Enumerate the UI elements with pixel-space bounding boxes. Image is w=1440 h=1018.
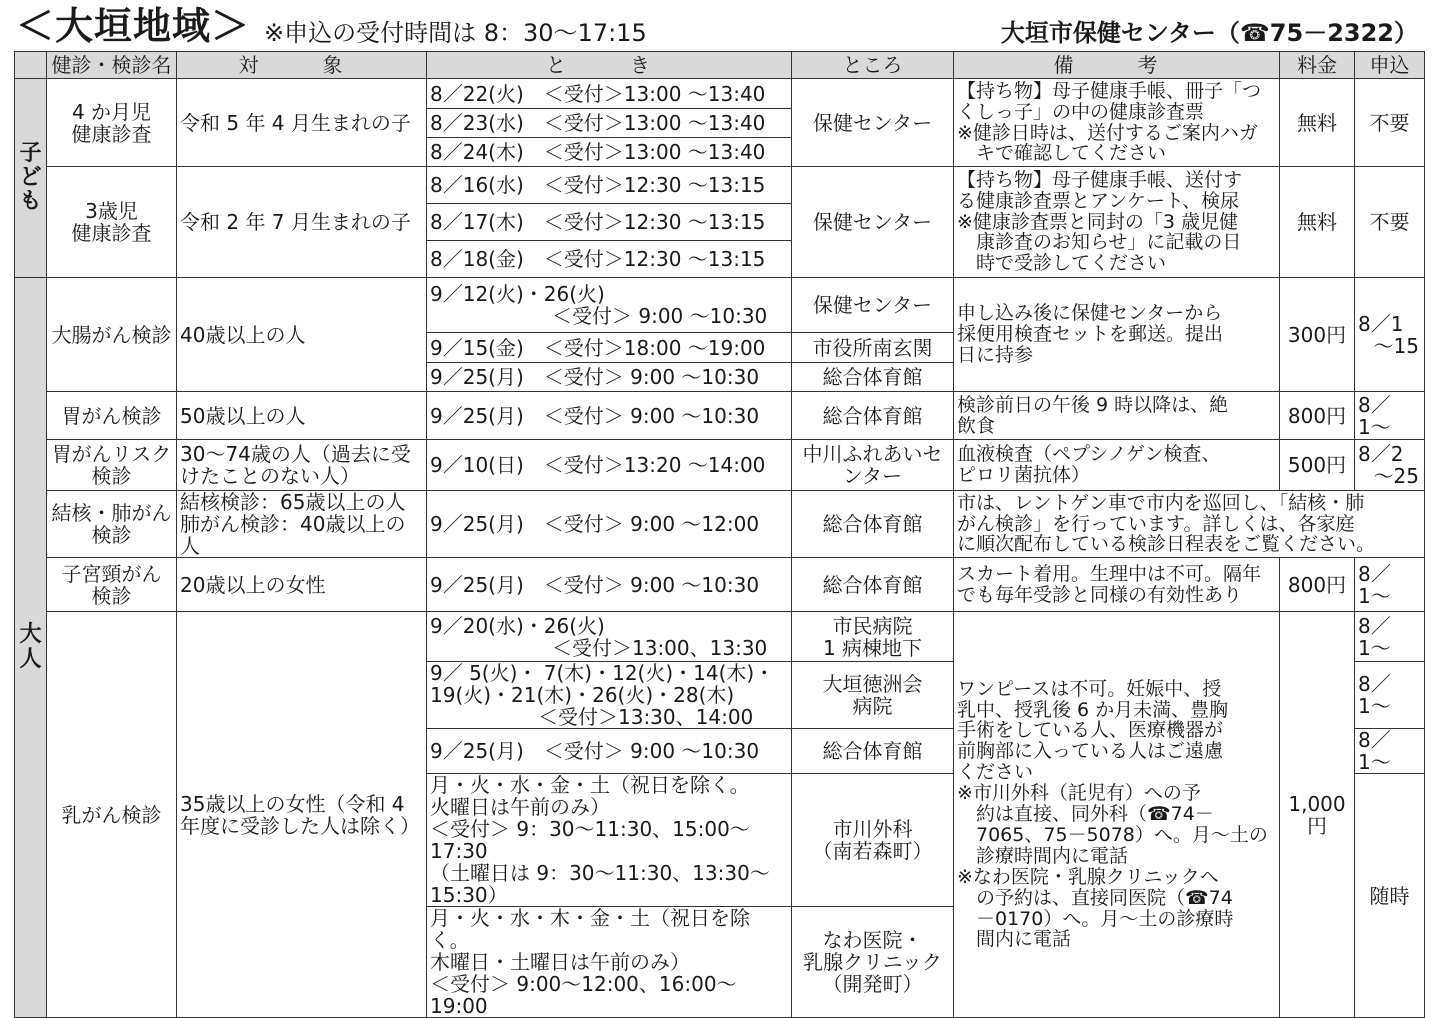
date-line: ＜受付＞13:00、13:30 (552, 635, 768, 660)
exam-fee: 500円 (1280, 440, 1355, 491)
exam-name-line: 検診 (91, 583, 132, 608)
exam-place: 市役所南玄関 (792, 333, 954, 363)
date-line: 9／12(火)・26(火) (430, 282, 605, 306)
note-line: 申し込み後に保健センターから (957, 302, 1223, 325)
exam-place (792, 774, 954, 907)
exam-fee: 無料 (1280, 79, 1355, 167)
table-header-row (15, 52, 1425, 79)
exam-name: 大腸がん検診 (47, 278, 177, 392)
exam-note (954, 167, 1280, 278)
note-line: 手術をしている人、医療機器が (957, 719, 1224, 742)
exam-date: 8／23(水) ＜受付＞13:00 〜13:40 (427, 109, 792, 138)
place-line: なわ医院・ (822, 928, 923, 952)
exam-date: 9／25(月) ＜受付＞ 9:00 〜10:30 (427, 729, 792, 774)
note-line: ※健康診査票と同封の「3 歳児健 (957, 210, 1239, 233)
note-line: －0170）へ。月〜土の診療時 (957, 907, 1234, 930)
group-label-adult (15, 278, 47, 1018)
date-line: 火曜日は午前のみ） (430, 795, 610, 819)
exam-note (954, 558, 1280, 612)
exam-note (954, 491, 1425, 558)
note-line: でも毎年受診と同様の有効性あり (957, 583, 1243, 606)
exam-target: 20歳以上の女性 (177, 558, 427, 612)
date-line: （土曜日は 9：30〜11:30、13:30〜15:30） (430, 861, 770, 907)
note-line: の予約は、直接同医院（☎74 (957, 886, 1233, 909)
exam-name-line: 健康診査 (71, 221, 152, 245)
apply-line: 〜25 (1373, 464, 1419, 488)
note-line: 時で受診してください (957, 252, 1167, 275)
table-row (15, 392, 1425, 440)
exam-name: 胃がん検診 (47, 392, 177, 440)
note-line: る健康診査票とアンケート、検尿 (957, 189, 1240, 212)
exam-name (47, 167, 177, 278)
note-line: キで確認してください (957, 142, 1167, 165)
exam-note (954, 392, 1280, 440)
exam-apply: 8／1〜 (1355, 558, 1425, 612)
exam-apply (1355, 440, 1425, 491)
date-line: 19:00 (430, 994, 488, 1018)
apply-line: 8／1 (1358, 311, 1404, 336)
exam-date: 9／25(月) ＜受付＞ 9:00 〜10:30 (427, 558, 792, 612)
exam-name-line: 3歳児 (85, 199, 138, 223)
note-line: に順次配布している検診日程表をご覧ください。 (957, 533, 1376, 556)
exam-date (427, 662, 792, 729)
exam-name (47, 558, 177, 612)
date-line: ＜受付＞ 9：30〜11:30、15:00〜17:30 (430, 817, 750, 863)
exam-date (427, 774, 792, 907)
table-row (15, 440, 1425, 491)
exam-name-line: 検診 (91, 523, 132, 547)
header-exam-name: 健診・検診名 (47, 52, 177, 79)
target-line: 30〜74歳の人（過去に受 (180, 442, 411, 466)
place-line: （南若森町） (812, 839, 933, 863)
exam-target (177, 612, 427, 1018)
place-line: ンター (842, 464, 903, 488)
group-char: 人 (19, 646, 42, 672)
note-line: 採便用検査セットを郵送。提出 (957, 323, 1224, 346)
table-row (15, 167, 1425, 204)
exam-date: 9／25(月) ＜受付＞ 9:00 〜12:00 (427, 491, 792, 558)
place-line: 中川ふれあいセ (802, 442, 943, 466)
place-line: 1 病棟地下 (822, 635, 923, 660)
exam-name-line: 4 か月児 (71, 99, 152, 124)
exam-apply: 不要 (1355, 79, 1425, 167)
table-row (15, 558, 1425, 612)
exam-apply (1355, 278, 1425, 392)
exam-note (954, 440, 1280, 491)
exam-place (792, 907, 954, 1018)
exam-place (792, 612, 954, 662)
exam-date: 8／22(火) ＜受付＞13:00 〜13:40 (427, 79, 792, 109)
note-line: くしっ子」の中の健康診査票 (957, 100, 1205, 123)
page-header (14, 4, 1426, 52)
exam-name-line: 子宮頸がん (61, 561, 162, 586)
header-target: 対 象 (177, 52, 427, 79)
exam-note (954, 278, 1280, 392)
health-center-contact: 大垣市保健センター（☎75－2322） (1000, 19, 1418, 47)
note-line: 間内に電話 (957, 928, 1072, 951)
group-char: ど (19, 164, 42, 190)
place-line: 病院 (852, 694, 893, 718)
group-char: 子 (19, 140, 42, 166)
exam-date: 8／17(木) ＜受付＞12:30 〜13:15 (427, 204, 792, 241)
note-line: ※健診日時は、送付するご案内ハガ (957, 121, 1258, 144)
exam-apply: 8／1〜 (1355, 729, 1425, 774)
place-line: 市民病院 (832, 613, 913, 638)
exam-date (427, 907, 792, 1018)
exam-date: 8／24(木) ＜受付＞13:00 〜13:40 (427, 138, 792, 167)
exam-name-line: 健康診査 (71, 121, 152, 146)
date-line: 9／20(水)・26(火) (430, 613, 605, 638)
apply-line: 〜15 (1373, 333, 1419, 358)
exam-target (177, 491, 427, 558)
exam-date: 9／25(月) ＜受付＞ 9:00 〜10:30 (427, 363, 792, 392)
exam-target: 令和 5 年 4 月生まれの子 (177, 79, 427, 167)
note-line: 日に持参 (957, 343, 1034, 366)
table-row (15, 79, 1425, 109)
exam-date (427, 612, 792, 662)
table-row (15, 612, 1425, 662)
exam-date: 9／10(日) ＜受付＞13:20 〜14:00 (427, 440, 792, 491)
group-char: 大 (19, 622, 42, 648)
exam-fee: 800円 (1280, 392, 1355, 440)
note-line: 血液検査（ペプシノゲン検査、 (957, 443, 1221, 466)
table-row (15, 491, 1425, 558)
exam-name: 乳がん検診 (47, 612, 177, 1018)
exam-apply: 不要 (1355, 167, 1425, 278)
exam-target: 40歳以上の人 (177, 278, 427, 392)
place-line: 乳腺クリニック (803, 950, 942, 974)
exam-fee: 1,000円 (1280, 612, 1355, 1018)
exam-fee: 300円 (1280, 278, 1355, 392)
date-line: 月・火・水・金・土（祝日を除く。 (430, 773, 750, 797)
exam-name-line: 胃がんリスク (51, 442, 172, 466)
note-line: 【持ち物】母子健康手帳、送付す (957, 168, 1243, 191)
exam-name (47, 491, 177, 558)
note-line: がん検診」を行っています。詳しくは、各家庭 (957, 512, 1355, 535)
date-line: 9／ 5(火)・ 7(木)・12(火)・14(木)・ (430, 661, 775, 685)
place-line: （開発町） (822, 972, 923, 996)
note-line: 前胸部に入っている人はご遠慮 (957, 740, 1224, 763)
exam-name (47, 79, 177, 167)
exam-date: 9／15(金) ＜受付＞18:00 〜19:00 (427, 333, 792, 363)
exam-place (792, 662, 954, 729)
date-line: 月・火・水・木・金・土（祝日を除く。 (430, 906, 750, 952)
note-line: 診療時間内に電話 (957, 844, 1129, 867)
note-line: ※市川外科（託児有）への予 (957, 782, 1201, 805)
place-line: 市川外科 (832, 817, 913, 841)
exam-note (954, 612, 1280, 1018)
place-line: 大垣徳洲会 (822, 672, 923, 696)
note-line: 【持ち物】母子健康手帳、冊子「つ (957, 79, 1262, 102)
exam-name-line: 結核・肺がん (51, 501, 172, 525)
exam-target: 令和 2 年 7 月生まれの子 (177, 167, 427, 278)
exam-place (792, 440, 954, 491)
exam-place: 総合体育館 (792, 558, 954, 612)
exam-date: 9／25(月) ＜受付＞ 9:00 〜10:30 (427, 392, 792, 440)
exam-place: 保健センター (792, 79, 954, 167)
exam-apply: 8／1〜 (1355, 662, 1425, 729)
exam-date (427, 278, 792, 333)
exam-place: 保健センター (792, 278, 954, 333)
table-row (15, 278, 1425, 333)
header-note: 備 考 (954, 52, 1280, 79)
exam-name-line: 検診 (91, 464, 132, 488)
exam-place: 総合体育館 (792, 729, 954, 774)
group-char: も (19, 189, 42, 215)
header-when: と き (427, 52, 792, 79)
region-title: ＜大垣地域＞ (16, 4, 251, 48)
target-line: 35歳以上の女性（令和 4 (180, 791, 405, 816)
date-line: ＜受付＞ 9:00 〜10:30 (552, 304, 768, 328)
note-line: 約は直接、同外科（☎74－ (957, 803, 1214, 826)
target-line: 結核検診：65歳以上の人 (180, 490, 406, 514)
target-line: けたことのない人） (180, 464, 360, 488)
exam-name (47, 440, 177, 491)
note-line: ピロリ菌抗体） (957, 464, 1091, 486)
exam-target: 50歳以上の人 (177, 392, 427, 440)
exam-place: 総合体育館 (792, 392, 954, 440)
date-line: ＜受付＞13:30、14:00 (538, 705, 754, 729)
exam-place: 総合体育館 (792, 363, 954, 392)
header-blank (15, 52, 47, 79)
exam-place: 保健センター (792, 167, 954, 278)
exam-note (954, 79, 1280, 167)
note-line: ください (957, 761, 1034, 784)
checkup-schedule-table (14, 51, 1425, 1018)
note-line: スカート着用。生理中は不可。隔年 (957, 562, 1262, 585)
exam-apply-anytime: 随時 (1355, 774, 1425, 1018)
header-apply: 申込 (1355, 52, 1425, 79)
target-line: 肺がん検診：40歳以上の人 (180, 512, 406, 558)
note-line: 市は、レントゲン車で市内を巡回し、「結核・肺 (957, 491, 1365, 514)
header-fee: 料金 (1280, 52, 1355, 79)
exam-date: 8／16(水) ＜受付＞12:30 〜13:15 (427, 167, 792, 204)
date-line: 19(火)・21(木)・26(火)・28(木) (430, 683, 735, 707)
reception-hours-notice: ※申込の受付時間は 8：30〜17:15 (264, 19, 647, 47)
exam-apply: 8／1〜 (1355, 392, 1425, 440)
exam-target (177, 440, 427, 491)
apply-line: 8／2 (1358, 442, 1404, 466)
group-label-child (15, 79, 47, 278)
note-line: 乳中、授乳後 6 か月未満、豊胸 (957, 698, 1229, 721)
target-line: 年度に受診した人は除く） (180, 813, 420, 838)
exam-place: 総合体育館 (792, 491, 954, 558)
note-line: 飲食 (957, 414, 996, 437)
note-line: 7065、75－5078）へ。月〜土の (957, 823, 1268, 846)
exam-apply: 8／1〜 (1355, 612, 1425, 662)
note-line: ※なわ医院・乳腺クリニックへ (957, 865, 1219, 888)
date-line: 木曜日・土曜日は午前のみ） (430, 950, 690, 974)
note-line: ワンピースは不可。妊娠中、授 (957, 677, 1222, 700)
note-line: 検診前日の午後 9 時以降は、絶 (957, 393, 1229, 416)
note-line: 康診査のお知らせ」に記載の日 (957, 231, 1242, 254)
header-place: ところ (792, 52, 954, 79)
exam-date: 8／18(金) ＜受付＞12:30 〜13:15 (427, 241, 792, 278)
exam-fee: 無料 (1280, 167, 1355, 278)
exam-fee: 800円 (1280, 558, 1355, 612)
date-line: ＜受付＞ 9:00〜12:00、16:00〜 (430, 972, 737, 996)
